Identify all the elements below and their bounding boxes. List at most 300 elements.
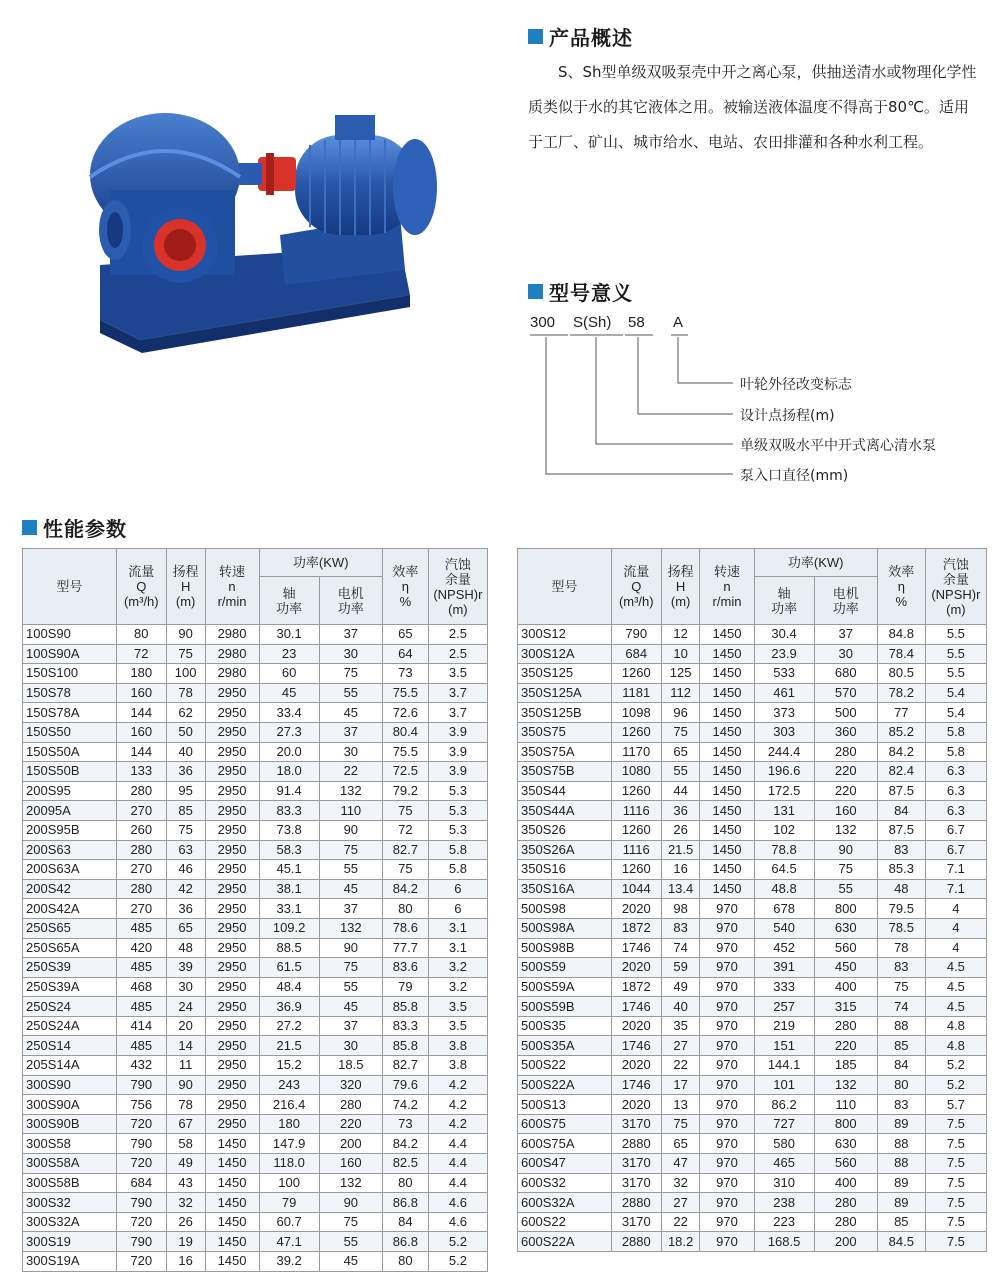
value-cell: 970: [700, 1154, 754, 1174]
model-cell: 350S75: [518, 722, 612, 742]
value-cell: 83: [661, 918, 700, 938]
model-cell: 200S63: [23, 840, 117, 860]
model-cell: 250S65: [23, 918, 117, 938]
value-cell: 2950: [205, 977, 259, 997]
value-cell: 1116: [611, 840, 661, 860]
value-cell: 360: [814, 722, 877, 742]
table-row: [23, 801, 488, 821]
table-row: [23, 918, 488, 938]
value-cell: 5.5: [925, 664, 986, 684]
value-cell: 6.3: [925, 781, 986, 801]
value-cell: 3170: [611, 1154, 661, 1174]
value-cell: 77: [877, 703, 925, 723]
model-cell: 100S90A: [23, 644, 117, 664]
value-cell: 4.8: [925, 1036, 986, 1056]
value-cell: 72: [116, 644, 166, 664]
value-cell: 2950: [205, 938, 259, 958]
value-cell: 65: [166, 918, 205, 938]
value-cell: 630: [814, 1134, 877, 1154]
table-row: [518, 703, 987, 723]
value-cell: 2950: [205, 958, 259, 978]
value-cell: 3.1: [428, 918, 487, 938]
value-cell: 45: [319, 997, 382, 1017]
model-cell: 600S22A: [518, 1232, 612, 1252]
table-row: [518, 899, 987, 919]
value-cell: 89: [877, 1173, 925, 1193]
value-cell: 970: [700, 997, 754, 1017]
col-motor-power: 电机 功率: [814, 577, 877, 625]
col-efficiency: 效率 η %: [382, 549, 428, 625]
table-row: [518, 820, 987, 840]
value-cell: 46: [166, 860, 205, 880]
value-cell: 48: [166, 938, 205, 958]
value-cell: 185: [814, 1056, 877, 1076]
value-cell: 1044: [611, 879, 661, 899]
value-cell: 23.9: [754, 644, 814, 664]
value-cell: 1450: [700, 879, 754, 899]
value-cell: 45: [319, 703, 382, 723]
value-cell: 75: [319, 840, 382, 860]
value-cell: 95: [166, 781, 205, 801]
value-cell: 74.2: [382, 1095, 428, 1115]
value-cell: 43: [166, 1173, 205, 1193]
value-cell: 98: [661, 899, 700, 919]
value-cell: 55: [319, 1232, 382, 1252]
value-cell: 2950: [205, 918, 259, 938]
value-cell: 970: [700, 1095, 754, 1115]
value-cell: 82.7: [382, 1056, 428, 1076]
value-cell: 58.3: [259, 840, 319, 860]
value-cell: 468: [116, 977, 166, 997]
model-cell: 200S63A: [23, 860, 117, 880]
value-cell: 243: [259, 1075, 319, 1095]
value-cell: 2020: [611, 958, 661, 978]
model-cell: 500S98: [518, 899, 612, 919]
value-cell: 45: [319, 879, 382, 899]
value-cell: 132: [319, 918, 382, 938]
model-code-connector-lines: [528, 310, 988, 490]
value-cell: 172.5: [754, 781, 814, 801]
code-desc-impeller: 叶轮外径改变标志: [740, 377, 852, 393]
value-cell: 3.2: [428, 977, 487, 997]
value-cell: 73: [382, 664, 428, 684]
value-cell: 83: [877, 840, 925, 860]
value-cell: 2980: [205, 664, 259, 684]
value-cell: 3.9: [428, 742, 487, 762]
table-row: [518, 1075, 987, 1095]
value-cell: 75: [319, 664, 382, 684]
model-code-diagram: [528, 310, 988, 490]
value-cell: 970: [700, 977, 754, 997]
value-cell: 5.4: [925, 703, 986, 723]
value-cell: 83: [877, 1095, 925, 1115]
value-cell: 465: [754, 1154, 814, 1174]
value-cell: 678: [754, 899, 814, 919]
value-cell: 1181: [611, 683, 661, 703]
value-cell: 131: [754, 801, 814, 821]
value-cell: 39.2: [259, 1252, 319, 1272]
value-cell: 1450: [700, 683, 754, 703]
value-cell: 7.5: [925, 1173, 986, 1193]
value-cell: 125: [661, 664, 700, 684]
value-cell: 970: [700, 1056, 754, 1076]
value-cell: 144: [116, 703, 166, 723]
value-cell: 3.5: [428, 997, 487, 1017]
value-cell: 30: [319, 742, 382, 762]
value-cell: 7.5: [925, 1232, 986, 1252]
table-row: [518, 997, 987, 1017]
value-cell: 83.3: [259, 801, 319, 821]
value-cell: 3.5: [428, 1016, 487, 1036]
value-cell: 83.6: [382, 958, 428, 978]
model-cell: 250S39A: [23, 977, 117, 997]
table-row: [518, 1036, 987, 1056]
value-cell: 87.5: [877, 820, 925, 840]
value-cell: 5.8: [925, 742, 986, 762]
value-cell: 756: [116, 1095, 166, 1115]
value-cell: 32: [166, 1193, 205, 1213]
value-cell: 26: [661, 820, 700, 840]
value-cell: 91.4: [259, 781, 319, 801]
col-flow: 流量 Q (m³/h): [611, 549, 661, 625]
value-cell: 800: [814, 1114, 877, 1134]
value-cell: 79.5: [877, 899, 925, 919]
value-cell: 1450: [700, 820, 754, 840]
value-cell: 84: [382, 1212, 428, 1232]
value-cell: 1872: [611, 918, 661, 938]
model-cell: 350S44: [518, 781, 612, 801]
table-row: [23, 1154, 488, 1174]
value-cell: 7.5: [925, 1193, 986, 1213]
value-cell: 2020: [611, 1016, 661, 1036]
table-row: [23, 879, 488, 899]
model-cell: 600S22: [518, 1212, 612, 1232]
value-cell: 180: [259, 1114, 319, 1134]
value-cell: 86.8: [382, 1193, 428, 1213]
value-cell: 101: [754, 1075, 814, 1095]
value-cell: 55: [661, 762, 700, 782]
model-cell: 150S50B: [23, 762, 117, 782]
value-cell: 790: [116, 1193, 166, 1213]
table-row: [23, 1075, 488, 1095]
table-row: [518, 1056, 987, 1076]
value-cell: 4.6: [428, 1212, 487, 1232]
value-cell: 18.0: [259, 762, 319, 782]
value-cell: 75: [319, 1212, 382, 1232]
table-row: [23, 1056, 488, 1076]
model-cell: 150S78: [23, 683, 117, 703]
value-cell: 2950: [205, 722, 259, 742]
table-row: [23, 860, 488, 880]
value-cell: 1450: [205, 1232, 259, 1252]
model-cell: 500S59A: [518, 977, 612, 997]
value-cell: 109.2: [259, 918, 319, 938]
value-cell: 1260: [611, 722, 661, 742]
value-cell: 220: [814, 762, 877, 782]
value-cell: 1450: [700, 781, 754, 801]
value-cell: 4: [925, 918, 986, 938]
value-cell: 64: [382, 644, 428, 664]
model-cell: 300S12A: [518, 644, 612, 664]
model-cell: 350S125B: [518, 703, 612, 723]
table-row: [23, 938, 488, 958]
value-cell: 112: [661, 683, 700, 703]
value-cell: 80.5: [877, 664, 925, 684]
value-cell: 72.5: [382, 762, 428, 782]
value-cell: 72: [382, 820, 428, 840]
value-cell: 3.7: [428, 703, 487, 723]
value-cell: 2880: [611, 1193, 661, 1213]
table-row: [518, 1193, 987, 1213]
model-cell: 500S98B: [518, 938, 612, 958]
value-cell: 1450: [700, 664, 754, 684]
value-cell: 86.2: [754, 1095, 814, 1115]
value-cell: 35: [661, 1016, 700, 1036]
value-cell: 63: [166, 840, 205, 860]
value-cell: 80: [382, 1173, 428, 1193]
value-cell: 44: [661, 781, 700, 801]
value-cell: 80: [382, 899, 428, 919]
value-cell: 3.1: [428, 938, 487, 958]
value-cell: 244.4: [754, 742, 814, 762]
model-cell: 205S14A: [23, 1056, 117, 1076]
col-efficiency: 效率 η %: [877, 549, 925, 625]
table-row: [518, 1173, 987, 1193]
table-row: [518, 1154, 987, 1174]
value-cell: 22: [661, 1212, 700, 1232]
table-row: [23, 1036, 488, 1056]
value-cell: 78: [166, 1095, 205, 1115]
table-row: [518, 664, 987, 684]
table-row: [23, 1114, 488, 1134]
table-row: [518, 977, 987, 997]
col-npsh: 汽蚀 余量 (NPSH)r (m): [428, 549, 487, 625]
value-cell: 12: [661, 625, 700, 645]
value-cell: 315: [814, 997, 877, 1017]
performance-table-left: [22, 548, 488, 1272]
model-cell: 250S24A: [23, 1016, 117, 1036]
value-cell: 79.6: [382, 1075, 428, 1095]
value-cell: 1450: [205, 1193, 259, 1213]
table-row: [23, 899, 488, 919]
value-cell: 75.5: [382, 683, 428, 703]
value-cell: 102: [754, 820, 814, 840]
value-cell: 100: [166, 664, 205, 684]
model-cell: 150S100: [23, 664, 117, 684]
value-cell: 3.5: [428, 664, 487, 684]
value-cell: 1450: [700, 703, 754, 723]
col-model: 型号: [23, 549, 117, 625]
value-cell: 38.1: [259, 879, 319, 899]
heading-square-icon: [22, 520, 37, 535]
table-row: [23, 625, 488, 645]
value-cell: 160: [116, 683, 166, 703]
value-cell: 500: [814, 703, 877, 723]
value-cell: 36.9: [259, 997, 319, 1017]
model-cell: 200S42: [23, 879, 117, 899]
model-cell: 600S75: [518, 1114, 612, 1134]
col-shaft-power: 轴 功率: [259, 577, 319, 625]
value-cell: 1746: [611, 997, 661, 1017]
value-cell: 84.2: [877, 742, 925, 762]
value-cell: 970: [700, 899, 754, 919]
col-power: 功率(KW): [259, 549, 382, 577]
value-cell: 89: [877, 1114, 925, 1134]
value-cell: 84.5: [877, 1232, 925, 1252]
value-cell: 2950: [205, 1036, 259, 1056]
value-cell: 73: [382, 1114, 428, 1134]
model-cell: 200S95B: [23, 820, 117, 840]
value-cell: 5.8: [925, 722, 986, 742]
value-cell: 1872: [611, 977, 661, 997]
col-flow: 流量 Q (m³/h): [116, 549, 166, 625]
value-cell: 75: [661, 1114, 700, 1134]
value-cell: 533: [754, 664, 814, 684]
value-cell: 680: [814, 664, 877, 684]
value-cell: 30: [166, 977, 205, 997]
value-cell: 1450: [700, 722, 754, 742]
value-cell: 88: [877, 1154, 925, 1174]
value-cell: 78.8: [754, 840, 814, 860]
table-row: [518, 742, 987, 762]
value-cell: 168.5: [754, 1232, 814, 1252]
value-cell: 790: [116, 1232, 166, 1252]
value-cell: 61.5: [259, 958, 319, 978]
value-cell: 2950: [205, 997, 259, 1017]
table-row: [518, 1212, 987, 1232]
value-cell: 6.7: [925, 820, 986, 840]
value-cell: 85: [166, 801, 205, 821]
table-row: [23, 644, 488, 664]
value-cell: 485: [116, 918, 166, 938]
model-cell: 500S22: [518, 1056, 612, 1076]
value-cell: 3.9: [428, 762, 487, 782]
col-head: 扬程 H (m): [166, 549, 205, 625]
value-cell: 4: [925, 938, 986, 958]
value-cell: 85.3: [877, 860, 925, 880]
table-row: [23, 664, 488, 684]
value-cell: 65: [382, 625, 428, 645]
value-cell: 72.6: [382, 703, 428, 723]
value-cell: 1170: [611, 742, 661, 762]
value-cell: 90: [319, 820, 382, 840]
col-model: 型号: [518, 549, 612, 625]
value-cell: 1450: [205, 1173, 259, 1193]
value-cell: 16: [661, 860, 700, 880]
value-cell: 280: [814, 1212, 877, 1232]
value-cell: 90: [319, 938, 382, 958]
value-cell: 310: [754, 1173, 814, 1193]
value-cell: 720: [116, 1114, 166, 1134]
value-cell: 79: [382, 977, 428, 997]
value-cell: 1450: [700, 625, 754, 645]
value-cell: 27.2: [259, 1016, 319, 1036]
value-cell: 55: [814, 879, 877, 899]
table-row: [518, 1114, 987, 1134]
value-cell: 257: [754, 997, 814, 1017]
value-cell: 36: [166, 762, 205, 782]
model-cell: 300S19A: [23, 1252, 117, 1272]
value-cell: 84.2: [382, 879, 428, 899]
table-row: [518, 722, 987, 742]
value-cell: 1260: [611, 820, 661, 840]
model-cell: 300S12: [518, 625, 612, 645]
col-speed: 转速 n r/min: [205, 549, 259, 625]
value-cell: 48.4: [259, 977, 319, 997]
col-head: 扬程 H (m): [661, 549, 700, 625]
value-cell: 151: [754, 1036, 814, 1056]
table-row: [518, 958, 987, 978]
value-cell: 790: [116, 1075, 166, 1095]
value-cell: 45.1: [259, 860, 319, 880]
value-cell: 5.5: [925, 625, 986, 645]
value-cell: 280: [116, 781, 166, 801]
value-cell: 86.8: [382, 1232, 428, 1252]
value-cell: 60: [259, 664, 319, 684]
value-cell: 560: [814, 1154, 877, 1174]
value-cell: 75: [877, 977, 925, 997]
value-cell: 18.2: [661, 1232, 700, 1252]
model-cell: 300S58: [23, 1134, 117, 1154]
value-cell: 1746: [611, 938, 661, 958]
value-cell: 970: [700, 1016, 754, 1036]
code-desc-type: 单级双吸水平中开式离心清水泵: [740, 438, 936, 454]
value-cell: 790: [116, 1134, 166, 1154]
value-cell: 200: [814, 1232, 877, 1252]
model-cell: 200S42A: [23, 899, 117, 919]
table-row: [518, 644, 987, 664]
value-cell: 88: [877, 1016, 925, 1036]
model-cell: 600S32A: [518, 1193, 612, 1213]
value-cell: 58: [166, 1134, 205, 1154]
value-cell: 1080: [611, 762, 661, 782]
value-cell: 33.4: [259, 703, 319, 723]
value-cell: 2950: [205, 1095, 259, 1115]
table-row: [518, 879, 987, 899]
value-cell: 970: [700, 1173, 754, 1193]
value-cell: 160: [814, 801, 877, 821]
table-row: [23, 703, 488, 723]
value-cell: 485: [116, 997, 166, 1017]
value-cell: 118.0: [259, 1154, 319, 1174]
value-cell: 5.8: [428, 860, 487, 880]
model-cell: 350S125: [518, 664, 612, 684]
value-cell: 23: [259, 644, 319, 664]
value-cell: 60.7: [259, 1212, 319, 1232]
value-cell: 75: [382, 801, 428, 821]
table-row: [23, 781, 488, 801]
value-cell: 420: [116, 938, 166, 958]
value-cell: 49: [661, 977, 700, 997]
value-cell: 2950: [205, 820, 259, 840]
value-cell: 21.5: [661, 840, 700, 860]
value-cell: 79.2: [382, 781, 428, 801]
model-cell: 250S65A: [23, 938, 117, 958]
value-cell: 20.0: [259, 742, 319, 762]
value-cell: 1450: [700, 644, 754, 664]
value-cell: 39: [166, 958, 205, 978]
value-cell: 50: [166, 722, 205, 742]
value-cell: 200: [319, 1134, 382, 1154]
value-cell: 320: [319, 1075, 382, 1095]
value-cell: 485: [116, 958, 166, 978]
table-row: [518, 918, 987, 938]
table-row: [23, 762, 488, 782]
model-cell: 20095A: [23, 801, 117, 821]
value-cell: 452: [754, 938, 814, 958]
value-cell: 3170: [611, 1212, 661, 1232]
model-cell: 500S22A: [518, 1075, 612, 1095]
